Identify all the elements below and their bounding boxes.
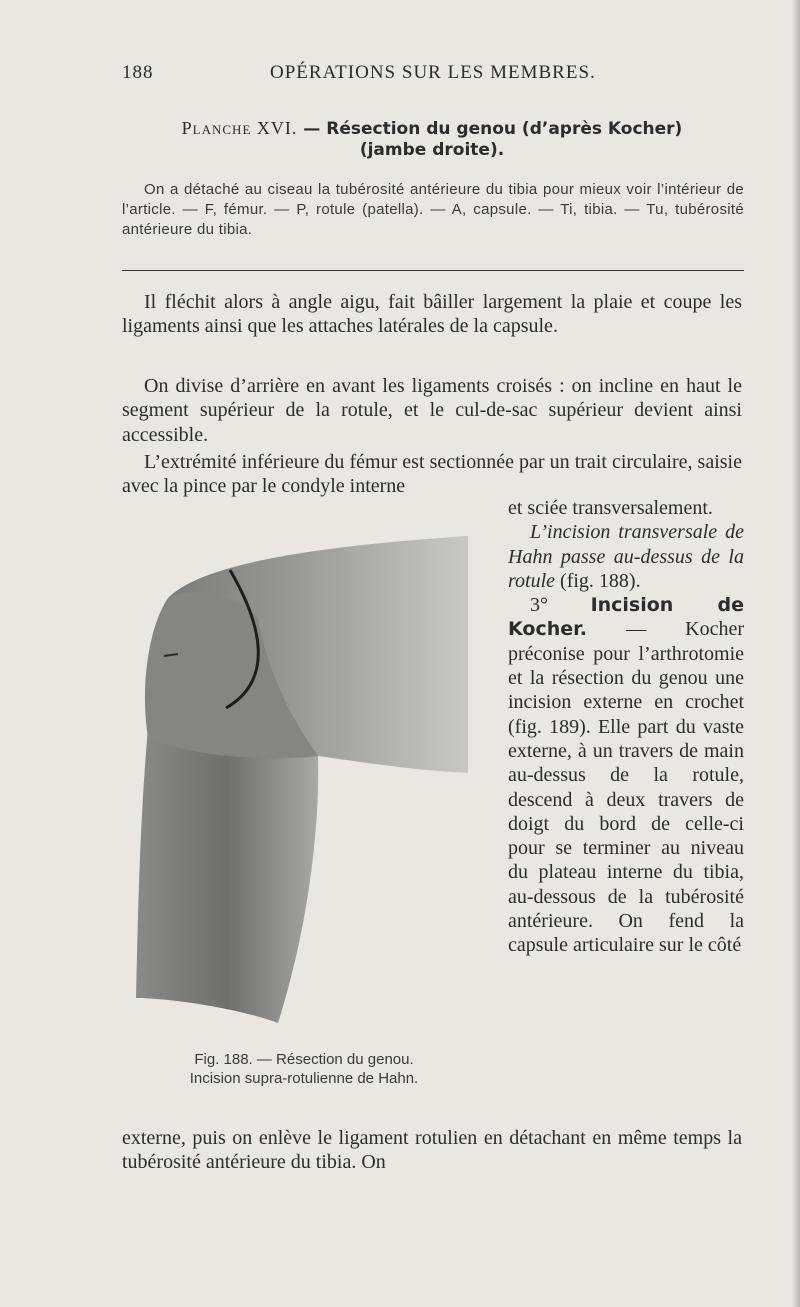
lower-leg-shape (136, 728, 318, 1023)
kocher-number: 3° (530, 594, 548, 617)
bottom-paragraph (122, 1126, 742, 1175)
plate-title-line1: — Résection du genou (d’après Kocher) (297, 119, 683, 139)
page-edge-shadow (792, 0, 800, 1307)
plate-title-line2: (jambe droite). (359, 140, 505, 160)
figure-caption-line1: Fig. 188. — Résection du genou. (194, 1051, 414, 1068)
paragraph-1 (122, 290, 742, 339)
plate-caption (122, 180, 744, 240)
paragraph-3-text: L’extrémité inférieure du fémur est sectionnée par un trait circulaire, saisie avec la pince par le condyle interne (122, 451, 742, 498)
plate-label: Planche XVI. (181, 118, 298, 138)
page-number: 188 (122, 62, 154, 83)
paragraph-1-text: Il fléchit alors à angle aigu, fait bâiller largement la plaie et coupe les ligaments ainsi que les attaches latérales de la capsule. (122, 291, 742, 338)
bottom-paragraph-text: externe, puis on enlève le ligament rotulien en détachant en même temps la tubérosité antérieure du tibia. On (122, 1127, 742, 1174)
kocher-paragraph (508, 593, 744, 957)
knee-illustration (128, 528, 478, 1048)
paragraph-2-text: On divise d’arrière en avant les ligaments croisés : on incline en haut le segment supérieur de la rotule, et le cul-de-sac supérieur devient ainsi accessible. (122, 375, 742, 446)
figure-caption-line2: Incision supra-rotulienne de Hahn. (189, 1070, 419, 1087)
section-divider (122, 270, 744, 271)
paragraph-3-continuation: et sciée transversalement. (508, 497, 713, 519)
hahn-paragraph (508, 520, 744, 593)
side-column (508, 496, 744, 958)
paragraph-2 (122, 374, 742, 447)
plate-caption-text: On a détaché au ciseau la tubérosité antérieure du tibia pour mieux voir l’intérieur de l’article. — F, fémur. — P, rotule (patella). — A, capsule. — Ti, tibia. — Tu, tubérosité antérieure du tibia. (122, 181, 744, 238)
hahn-italic: L’incision transversale de Hahn passe au-dessus de la rotule (508, 521, 744, 592)
knee-figure (128, 528, 478, 1048)
plate-title (120, 118, 744, 161)
kocher-heading: Incision de Kocher. (508, 594, 744, 641)
hahn-fig-ref: (fig. 188). (555, 569, 641, 592)
running-title: OPÉRATIONS SUR LES MEMBRES. (270, 62, 596, 83)
running-head (122, 62, 742, 88)
kocher-text: — Kocher préconise pour l’arthrotomie et la résection du genou une incision externe en crochet (fig. 189). Elle part du vaste externe, à un travers de main au-dessus de la rotule, descend à deux travers de doigt du bord de celle-ci pour se terminer au niveau du plateau interne du tibia, au-dessous de la tubérosité antérieure. On fend la capsule articulaire sur le côté (508, 618, 744, 957)
figure-caption (118, 1050, 490, 1088)
paragraph-3 (122, 450, 742, 499)
